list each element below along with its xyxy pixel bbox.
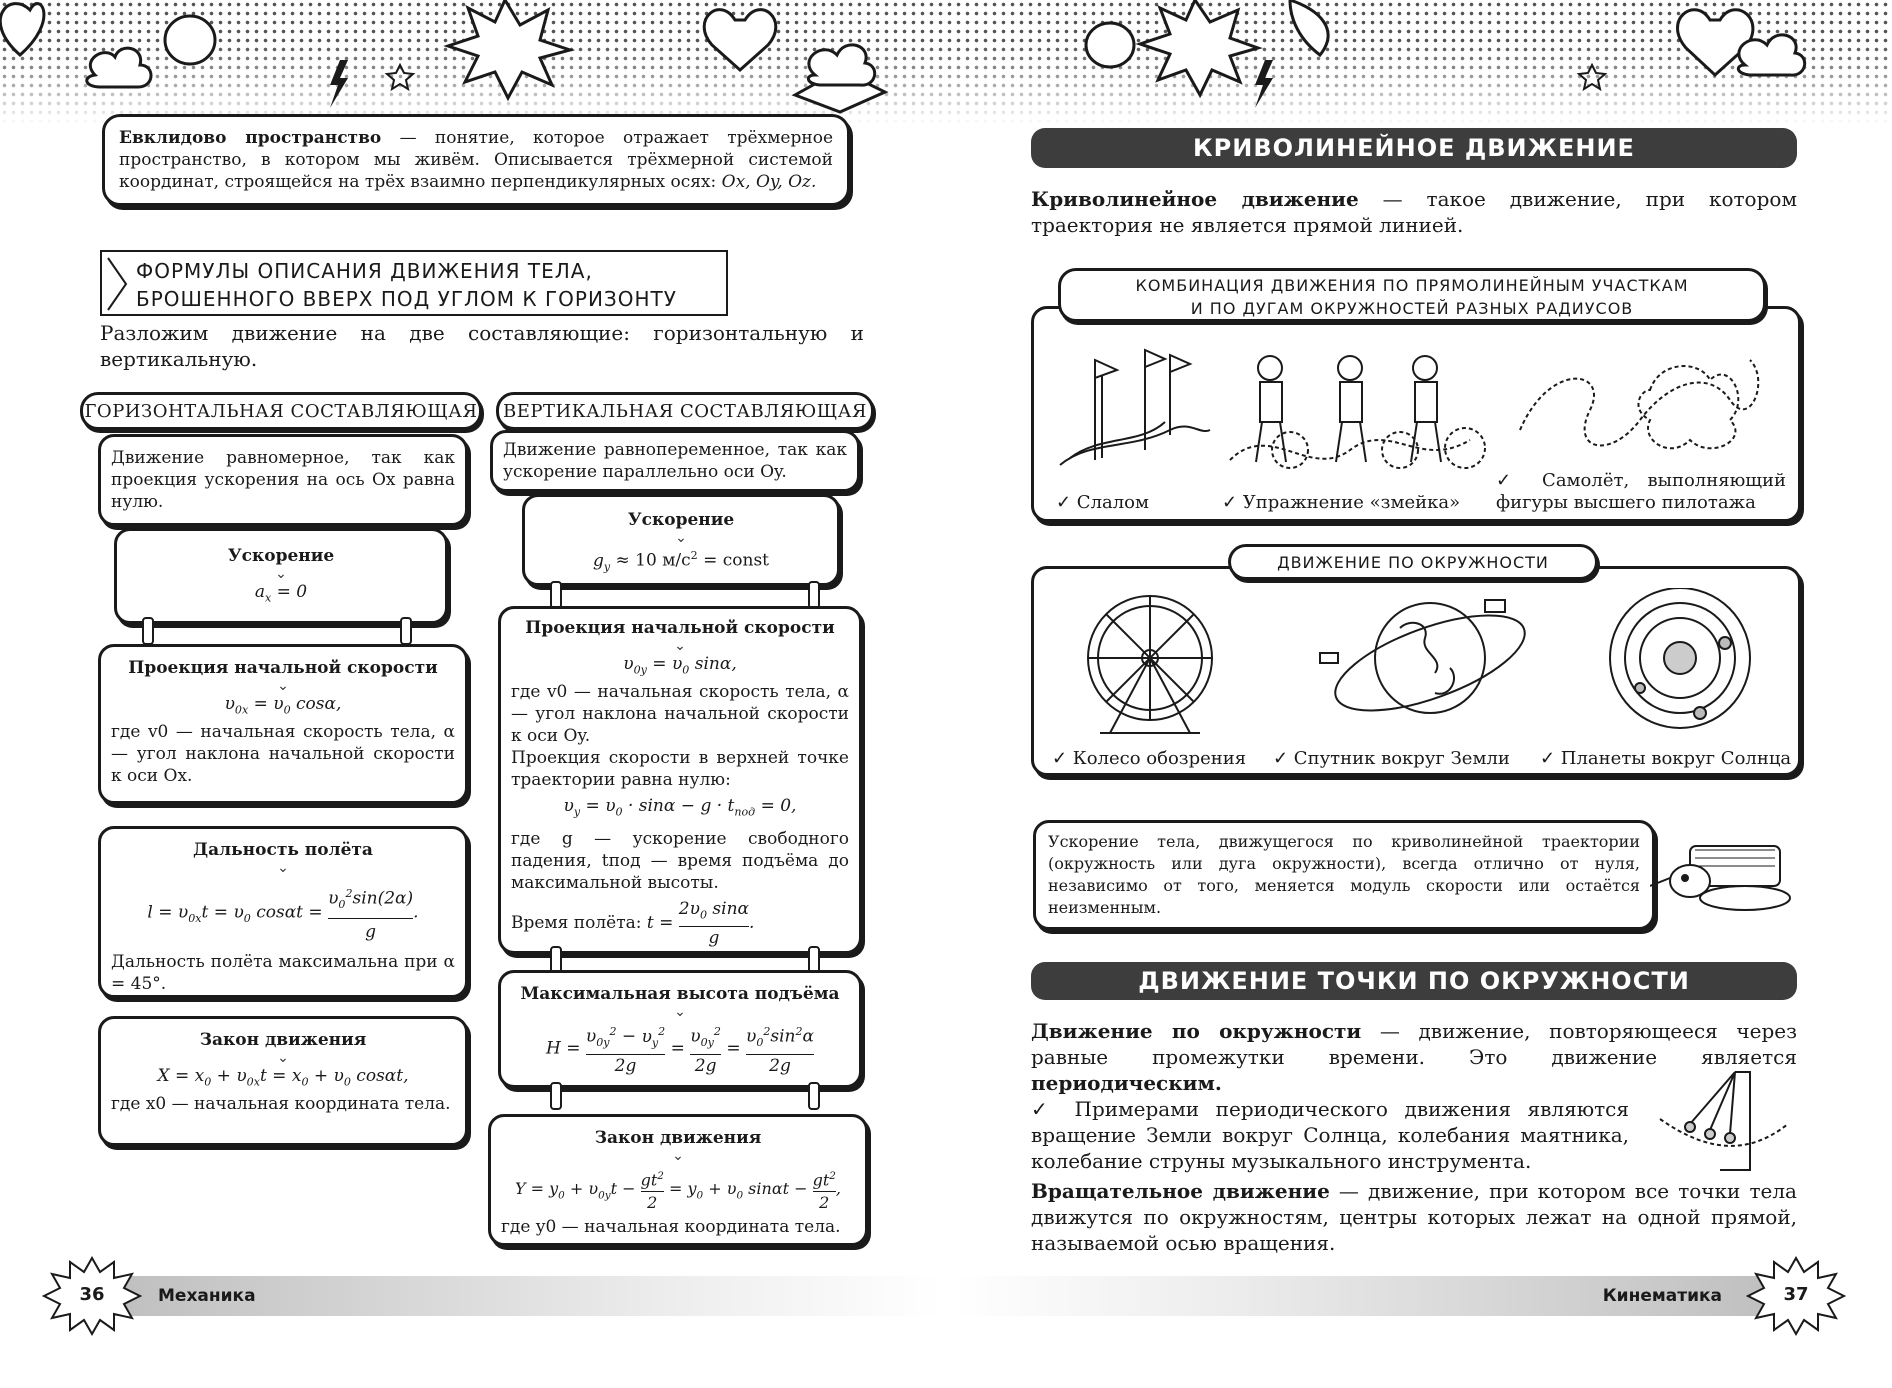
v-top-text: Проекция скорости в верхней точке траектории равна нулю: xyxy=(511,748,849,791)
vertical-desc-box: Движение равнопеременное, так как ускорение параллельно оси Oy. xyxy=(490,430,860,492)
v-flight-row xyxy=(511,898,849,949)
h-v0-text: где v0 — начальная скорость тела, α — угол наклона начальной скорости к оси Ox. xyxy=(111,722,455,787)
star-icon xyxy=(1579,65,1605,89)
solar-system-illustration xyxy=(1610,588,1750,728)
h-law-text: где x0 — начальная координата тела. xyxy=(111,1094,451,1115)
rot-text: — движение, при котором все точки тела движутся по окружностям, центры которых лежат на одной прямой, называемой осью вращения. xyxy=(1031,1179,1797,1255)
rotational-text xyxy=(1031,1178,1797,1256)
cloud-icon xyxy=(1086,23,1134,67)
euclid-term: Евклидово пространство xyxy=(119,128,382,148)
circle-caption-satellite: ✓ Спутник вокруг Земли xyxy=(1273,748,1510,769)
heart-icon xyxy=(704,10,776,70)
v-v0-title: Проекция начальной скорости xyxy=(525,618,835,638)
vertical-law-box xyxy=(488,1114,868,1246)
chevron-right-icon xyxy=(106,256,130,312)
section-title-line1: ФОРМУЛЫ ОПИСАНИЯ ДВИЖЕНИЯ ТЕЛА, xyxy=(136,259,593,283)
curvilinear-definition xyxy=(1031,186,1797,238)
slalom-illustration xyxy=(1060,350,1210,465)
h-range-text: Дальность полёта максимальна при α = 45°. xyxy=(111,952,455,995)
ferris-wheel-illustration xyxy=(1088,596,1212,733)
chevron-down-icon: ⌄ xyxy=(672,1148,684,1164)
h-range-formula: $l = \upsilon_{0x}t = \upsilon_0$ cosαt = $\frac{\upsilon_0^2\sin(2\alpha)}{g}$ . xyxy=(111,881,455,945)
chevron-down-icon: ⌄ xyxy=(674,1004,686,1020)
circle-header: ДВИЖЕНИЕ ПО ОКРУЖНОСТИ xyxy=(1228,544,1598,580)
combo-header-line2: И ПО ДУГАМ ОКРУЖНОСТЕЙ РАЗНЫХ РАДИУСОВ xyxy=(1190,299,1634,318)
chevron-down-icon: ⌄ xyxy=(275,566,287,582)
cloud-icon xyxy=(165,16,215,64)
chevron-down-icon: ⌄ xyxy=(277,1050,289,1066)
curv-text: — такое движение, при котором траектория не является прямой линией. xyxy=(1031,187,1797,237)
h-accel-formula: $a_x = 0$ xyxy=(254,582,308,605)
cloud-icon xyxy=(808,45,874,85)
curvilinear-title: КРИВОЛИНЕЙНОЕ ДВИЖЕНИЕ xyxy=(1031,128,1797,168)
v-accel-title: Ускорение xyxy=(627,510,735,530)
left-page-number: 36 xyxy=(79,1284,105,1305)
combo-caption-plane: ✓ Самолёт, выполняющий фигуры высшего пилотажа xyxy=(1496,470,1786,513)
aerobatics-illustration xyxy=(1520,360,1758,448)
combo-header-line1: КОМБИНАЦИЯ ДВИЖЕНИЯ ПО ПРЯМОЛИНЕЙНЫМ УЧАСТКАМ xyxy=(1135,276,1689,295)
circle-caption-ferris: ✓ Колесо обозрения xyxy=(1052,748,1247,769)
clip xyxy=(142,617,154,645)
circ-term: Движение по окружности xyxy=(1031,1019,1362,1043)
right-page-number: 37 xyxy=(1783,1284,1809,1305)
starburst-icon xyxy=(1140,0,1258,95)
v-height-title: Максимальная высота подъёма xyxy=(520,984,840,1004)
cloud-icon xyxy=(1738,35,1804,75)
left-footer xyxy=(80,1276,940,1316)
vertical-header: ВЕРТИКАЛЬНАЯ СОСТАВЛЯЮЩАЯ xyxy=(496,392,874,430)
circle-illustrations xyxy=(1060,588,1790,738)
section-title-box xyxy=(100,250,728,316)
star-icon xyxy=(387,65,413,89)
clip xyxy=(808,581,820,609)
clip xyxy=(550,1082,562,1110)
v-accel-formula: $g_y \approx 10$ $м/с^2$ = const xyxy=(592,549,770,574)
euclid-text: — понятие, которое отражает трёхмерное пространство, в котором мы живём. Описывается трёхмерной системой координат, строящейся на трёх взаимно перпендикулярных осях: xyxy=(119,128,833,192)
section-title-line2: БРОШЕННОГО ВВЕРХ ПОД УГЛОМ К ГОРИЗОНТУ xyxy=(136,287,677,311)
h-v0-formula: $\upsilon_{0x} = \upsilon_0$ cosα, xyxy=(224,694,342,717)
cloud-icon xyxy=(87,48,151,87)
circle-caption-planets: ✓ Планеты вокруг Солнца xyxy=(1540,748,1792,769)
combo-caption-snake: ✓ Упражнение «змейка» xyxy=(1222,492,1461,513)
circ-term2: периодическим. xyxy=(1031,1071,1222,1095)
lightning-icon xyxy=(1255,60,1273,108)
h-v0-title: Проекция начальной скорости xyxy=(128,658,438,678)
v-law-formula: $Y = y_0 + \upsilon_{0y}t$ − $\frac{gt^2}{2}$ = $y_0 + \upsilon_0$ sinαt − $\frac{gt^2}{2}$ , xyxy=(501,1165,855,1214)
clip xyxy=(550,581,562,609)
v-flight-formula: t = $\frac{2\upsilon_0 \sin\alpha}{g}$ . xyxy=(646,898,755,949)
curv-term: Криволинейное движение xyxy=(1031,187,1359,211)
euclid-definition-box xyxy=(102,114,850,206)
h-accel-title: Ускорение xyxy=(227,546,335,566)
horizontal-header: ГОРИЗОНТАЛЬНАЯ СОСТАВЛЯЮЩАЯ xyxy=(80,392,482,430)
right-footer-label: Кинематика xyxy=(1602,1286,1722,1306)
vertical-height-box xyxy=(498,970,862,1088)
clip xyxy=(400,617,412,645)
horizontal-v0-box xyxy=(98,644,468,804)
clip xyxy=(808,1082,820,1110)
rot-term: Вращательное движение xyxy=(1031,1179,1330,1203)
left-footer-label: Механика xyxy=(158,1286,256,1306)
chevron-down-icon: ⌄ xyxy=(277,860,289,876)
right-footer xyxy=(952,1276,1812,1316)
v-v0-text: где v0 — начальная скорость тела, α — угол наклона начальной скорости к оси Oy. xyxy=(511,682,849,747)
intro-text: Разложим движение на две составляющие: горизонтальную и вертикальную. xyxy=(100,321,864,371)
v-height-formula: H = $\frac{\upsilon_{0y}^2 - \upsilon_y^2}{2g}$ = $\frac{\upsilon_{0y}^2}{2g}$ = $\frac{\upsilon_0^2\sin^2\alpha}{2g}$ xyxy=(501,1021,859,1077)
starburst-icon xyxy=(448,0,570,98)
horizontal-law-box xyxy=(98,1016,468,1146)
horizontal-accel-box xyxy=(114,528,448,624)
v-law-text: где y0 — начальная координата тела. xyxy=(501,1217,841,1238)
euclid-axes: Ox, Oy, Oz. xyxy=(721,172,817,192)
chevron-down-icon: ⌄ xyxy=(277,678,289,694)
h-law-title: Закон движения xyxy=(199,1030,367,1050)
point-circle-title: ДВИЖЕНИЕ ТОЧКИ ПО ОКРУЖНОСТИ xyxy=(1031,962,1797,1000)
examples-text: ✓ Примерами периодического движения являются вращение Земли вокруг Солнца, колебания маятника, колебание струны музыкального инструмента. xyxy=(1031,1097,1629,1173)
v-top-formula: $\upsilon_y = \upsilon_0 \cdot \sin\alpha - g \cdot t_{под} = 0$, xyxy=(563,796,797,819)
chevron-down-icon: ⌄ xyxy=(675,530,687,546)
combo-header xyxy=(1058,268,1766,322)
header-decorations xyxy=(0,0,1892,125)
horizontal-range-box xyxy=(98,826,468,998)
vertical-v0-box xyxy=(498,606,862,954)
v-flight-label: Время полёта: xyxy=(511,912,642,933)
satellite-earth-illustration xyxy=(1320,596,1536,730)
turtle-icon xyxy=(1650,836,1800,916)
lightning-icon xyxy=(330,60,348,108)
combo-caption-slalom: ✓ Слалом xyxy=(1056,492,1150,513)
v-top-text2: где g — ускорение свободного падения, tпод — время подъёма до максимальной высоты. xyxy=(511,828,849,893)
v-v0-formula: $\upsilon_{0y} = \upsilon_0$ sinα, xyxy=(623,654,737,677)
horizontal-desc-box: Движение равномерное, так как проекция ускорения на ось Ox равна нулю. xyxy=(98,434,468,526)
pendulum-icon xyxy=(1650,1064,1790,1176)
h-law-formula: $X = x_0 + \upsilon_{0x}t = x_0 + \upsilon_0$ cosαt, xyxy=(157,1066,409,1089)
circ-text: — движение, повторяющееся через равные промежутки времени. Это движение является xyxy=(1031,1019,1797,1069)
v-law-title: Закон движения xyxy=(594,1128,762,1148)
h-range-title: Дальность полёта xyxy=(193,840,373,860)
leaf-icon xyxy=(1290,0,1328,55)
snake-exercise-illustration xyxy=(1230,356,1485,468)
accel-note-box: Ускорение тела, движущегося по криволинейной траектории (окружность или дуга окружности), всегда отлично от нуля, независимо от того, меняется модуль скорости или остаётся неизменным. xyxy=(1033,820,1655,930)
combo-illustrations xyxy=(1050,340,1790,480)
vertical-accel-box xyxy=(522,494,840,586)
heart-icon xyxy=(0,4,44,55)
chevron-down-icon: ⌄ xyxy=(674,638,686,654)
